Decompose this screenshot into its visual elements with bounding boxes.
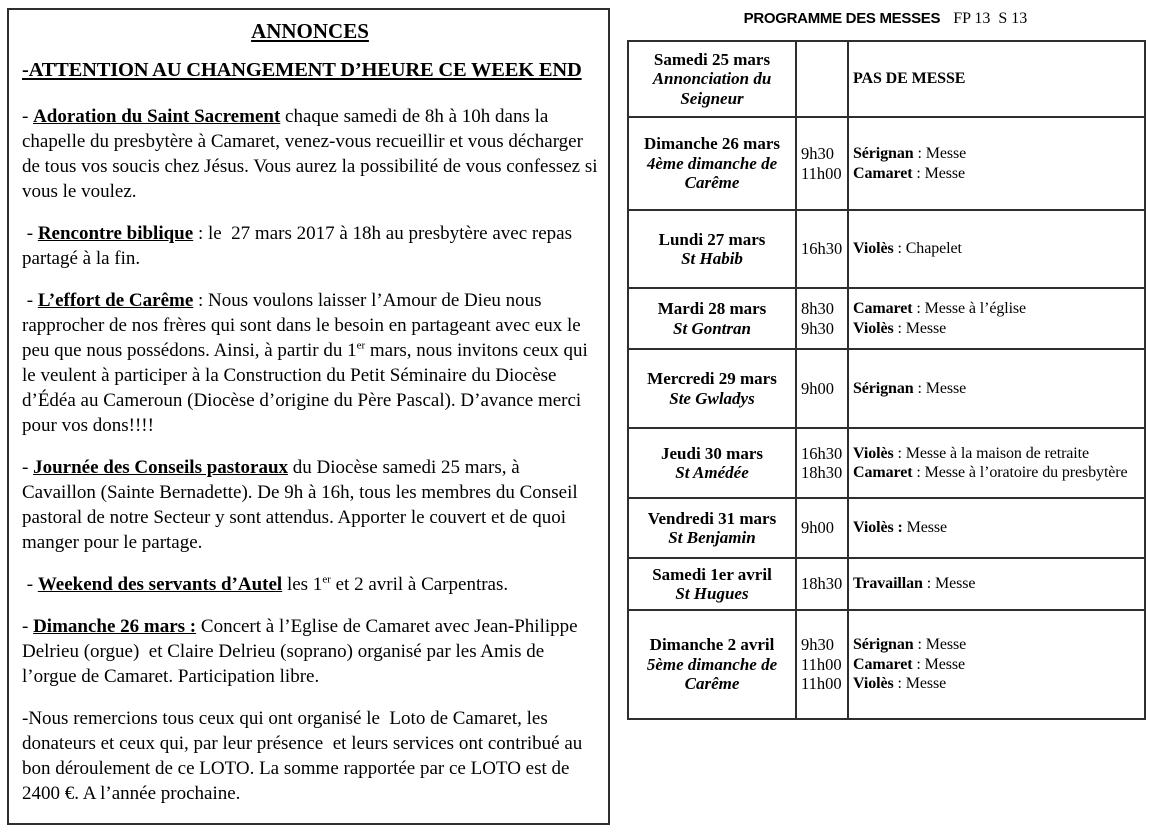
schedule-header: [627, 10, 1144, 28]
time-text: 16h30: [801, 239, 843, 259]
paragraph-lead: -: [22, 457, 34, 478]
date-cell: [628, 288, 796, 349]
attention-heading-text: -ATTENTION AU CHANGEMENT D’HEURE CE WEEK END: [22, 59, 582, 81]
paragraph-text: les 1: [282, 574, 323, 595]
announcement-paragraph: [22, 221, 598, 271]
paragraph-text: Concert à l’Eglise de Camaret avec Jean-Philippe Delrieu (orgue) et Claire Delrieu (soprano) organisé par les Amis de l’orgue de Camaret. Participation libre.: [22, 616, 583, 687]
place-name: Violès: [853, 319, 894, 337]
paragraph-text: -Nous remercions tous ceux qui ont organisé le Loto de Camaret, les donateurs et ceux qui, par leur présence et leurs services ont contribué au bon déroulement de ce LOTO. La somme rapportée par ce LOTO est de 2400 €. A l’année prochaine.: [22, 708, 588, 804]
detail-line: [853, 319, 1140, 339]
detail-text: : Chapelet: [893, 240, 962, 258]
paragraph-title: Rencontre biblique: [37, 223, 194, 244]
detail-cell: [848, 349, 1145, 428]
detail-cell: [848, 498, 1145, 558]
date-text: Mardi 28 mars: [657, 299, 767, 318]
detail-line: [853, 655, 1140, 675]
place-name: Violès :: [853, 519, 903, 537]
paragraph-title: Weekend des servants d’Autel: [37, 574, 283, 595]
time-cell: [796, 41, 848, 117]
place-name: Travaillan: [853, 575, 923, 593]
schedule-code: FP 13 S 13: [953, 10, 1028, 27]
place-name: PAS DE MESSE: [853, 70, 966, 88]
mass-row: [628, 558, 1145, 610]
date-cell: [628, 349, 796, 428]
time-text: 9h30: [801, 144, 834, 163]
time-text: 11h00: [801, 674, 842, 694]
feast-text: 5ème dimanche de Carême: [646, 654, 778, 694]
date-text: Mercredi 29 mars: [647, 369, 777, 388]
date-cell: [628, 41, 796, 117]
detail-cell: [848, 117, 1145, 210]
mass-row: [628, 41, 1145, 117]
detail-text: : Messe à l’église: [912, 300, 1027, 317]
time-text: 8h30: [801, 299, 834, 318]
place-name: Sérignan: [853, 636, 914, 654]
announcement-paragraph: [22, 104, 603, 204]
place-name: Camaret: [853, 464, 913, 481]
paragraph-text: et 2 avril à Carpentras.: [330, 574, 509, 595]
paragraph-lead: -: [22, 106, 34, 127]
date-text: Lundi 27 mars: [658, 229, 766, 249]
mass-row: [628, 117, 1145, 210]
detail-text: : Messe: [922, 575, 976, 593]
place-name: Violès: [853, 240, 894, 258]
detail-cell: [848, 428, 1145, 498]
detail-cell: [848, 41, 1145, 117]
paragraph-lead: -: [22, 223, 38, 244]
announcement-paragraph: [22, 572, 598, 597]
place-name: Camaret: [853, 655, 913, 673]
mass-row: [628, 610, 1145, 719]
time-text: 18h30: [801, 463, 843, 482]
date-cell: [628, 558, 796, 610]
detail-text: Messe: [902, 519, 948, 537]
mass-row: [628, 288, 1145, 349]
detail-line: [853, 574, 1140, 594]
time-cell: [796, 210, 848, 288]
time-cell: [796, 610, 848, 719]
time-text: 11h00: [801, 654, 842, 674]
feast-text: St Benjamin: [668, 528, 756, 547]
time-text: 9h00: [801, 378, 834, 398]
feast-text: St Hugues: [675, 584, 749, 603]
detail-text: : Messe à l’oratoire du presbytère: [912, 464, 1128, 481]
time-text: 9h30: [801, 318, 834, 338]
date-text: Samedi 1er avril: [652, 564, 772, 584]
time-cell: [796, 288, 848, 349]
announcement-paragraph: [22, 288, 598, 438]
detail-line: [853, 379, 1140, 399]
mass-row: [628, 428, 1145, 498]
time-cell: [796, 349, 848, 428]
detail-cell: [848, 558, 1145, 610]
time-text: 11h00: [801, 163, 842, 183]
paragraph-title: L’effort de Carême: [37, 290, 194, 311]
paragraph-text: : le 27 mars 2017 à 18h au presbytère avec repas partagé à la fin.: [22, 223, 577, 269]
detail-line: [853, 518, 1140, 538]
paragraph-lead: -: [22, 616, 34, 637]
paragraph-lead: -: [22, 574, 38, 595]
detail-text: : Messe: [893, 319, 947, 337]
place-name: Sérignan: [853, 145, 914, 162]
place-name: Camaret: [853, 300, 913, 317]
time-text: 9h00: [801, 518, 834, 538]
feast-text: St Amédée: [675, 463, 749, 482]
date-text: Dimanche 26 mars: [644, 134, 780, 154]
date-cell: [628, 117, 796, 210]
detail-text: : Messe à la maison de retraite: [893, 444, 1089, 462]
time-cell: [796, 117, 848, 210]
time-cell: [796, 558, 848, 610]
place-name: Violès: [853, 444, 894, 462]
detail-text: : Messe: [912, 655, 965, 673]
feast-text: St Habib: [681, 249, 743, 268]
detail-cell: [848, 610, 1145, 719]
time-cell: [796, 498, 848, 558]
paragraph-title: Journée des Conseils pastoraux: [33, 457, 289, 478]
announcement-paragraph: [22, 614, 598, 689]
feast-text: 4ème dimanche de Carême: [646, 153, 778, 193]
announcement-paragraph: [22, 455, 598, 555]
time-text: 18h30: [801, 574, 843, 594]
schedule-title: PROGRAMME DES MESSES: [743, 10, 941, 27]
detail-text: : Messe: [913, 636, 967, 654]
announcements-title-text: ANNONCES: [251, 19, 369, 43]
date-text: Jeudi 30 mars: [661, 443, 763, 463]
announcement-paragraph: [22, 706, 598, 806]
detail-text: : Messe: [893, 675, 947, 693]
detail-line: [853, 444, 1140, 464]
date-cell: [628, 428, 796, 498]
date-text: Samedi 25 mars: [653, 49, 771, 69]
superscript-text: er: [356, 339, 366, 352]
date-cell: [628, 210, 796, 288]
time-text: 16h30: [801, 443, 843, 463]
detail-cell: [848, 210, 1145, 288]
superscript-text: er: [322, 573, 331, 586]
time-text: 9h30: [801, 635, 834, 655]
place-name: Camaret: [853, 164, 913, 182]
detail-text: : Messe: [912, 164, 965, 182]
detail-line: [853, 463, 1140, 483]
mass-row: [628, 349, 1145, 428]
paragraph-text: chaque samedi de 8h à 10h dans la chapelle du presbytère à Camaret, venez-vous recueillir et vous décharger de tous vos soucis chez Jésus. Vous aurez la possibilité de vous confessez si vous le voulez.: [22, 106, 603, 202]
detail-line: [853, 674, 1140, 694]
date-text: Vendredi 31 mars: [647, 508, 777, 528]
detail-cell: [848, 288, 1145, 349]
announcements-title: [22, 18, 598, 45]
detail-line: [853, 164, 1140, 184]
date-text: Dimanche 2 avril: [649, 635, 775, 655]
date-cell: [628, 498, 796, 558]
feast-text: St Gontran: [673, 318, 751, 338]
place-name: Violès: [853, 675, 894, 693]
detail-line: [853, 299, 1140, 319]
feast-text: Annonciation du Seigneur: [652, 69, 772, 108]
detail-line: [853, 69, 1140, 89]
time-cell: [796, 428, 848, 498]
detail-text: : Messe: [913, 379, 967, 397]
feast-text: Ste Gwladys: [669, 388, 755, 408]
detail-line: [853, 635, 1140, 655]
paragraph-text: : Nous voulons laisser l’Amour de Dieu nous rapprocher de nos frères qui sont dans le besoin en partageant avec eux le peu que nous possédons. Ainsi, à partir du 1: [22, 290, 586, 361]
mass-row: [628, 210, 1145, 288]
detail-line: [853, 239, 1140, 259]
paragraph-title: Adoration du Saint Sacrement: [33, 106, 281, 127]
detail-text: : Messe: [913, 145, 967, 162]
attention-heading: [22, 57, 598, 84]
date-cell: [628, 610, 796, 719]
paragraph-text: mars, nous invitons ceux qui le veulent à participer à la Construction du Petit Séminaire du Diocèse d’Édéa au Cameroun (Diocèse d’origine du Père Pascal). D’avance merci pour vos dons!!!!: [22, 340, 593, 436]
detail-line: [853, 144, 1140, 164]
mass-row: [628, 498, 1145, 558]
place-name: Sérignan: [853, 379, 914, 397]
mass-schedule-table: [627, 40, 1146, 720]
paragraph-text: du Diocèse samedi 25 mars, à Cavaillon (Sainte Bernadette). De 9h à 16h, tous les membres du Conseil pastoral de notre Secteur y sont attendus. Apporter le couvert et de quoi manger pour le partage.: [22, 457, 583, 553]
paragraph-lead: -: [22, 290, 38, 311]
paragraph-title: Dimanche 26 mars :: [33, 616, 197, 637]
announcements-panel: [7, 8, 610, 825]
